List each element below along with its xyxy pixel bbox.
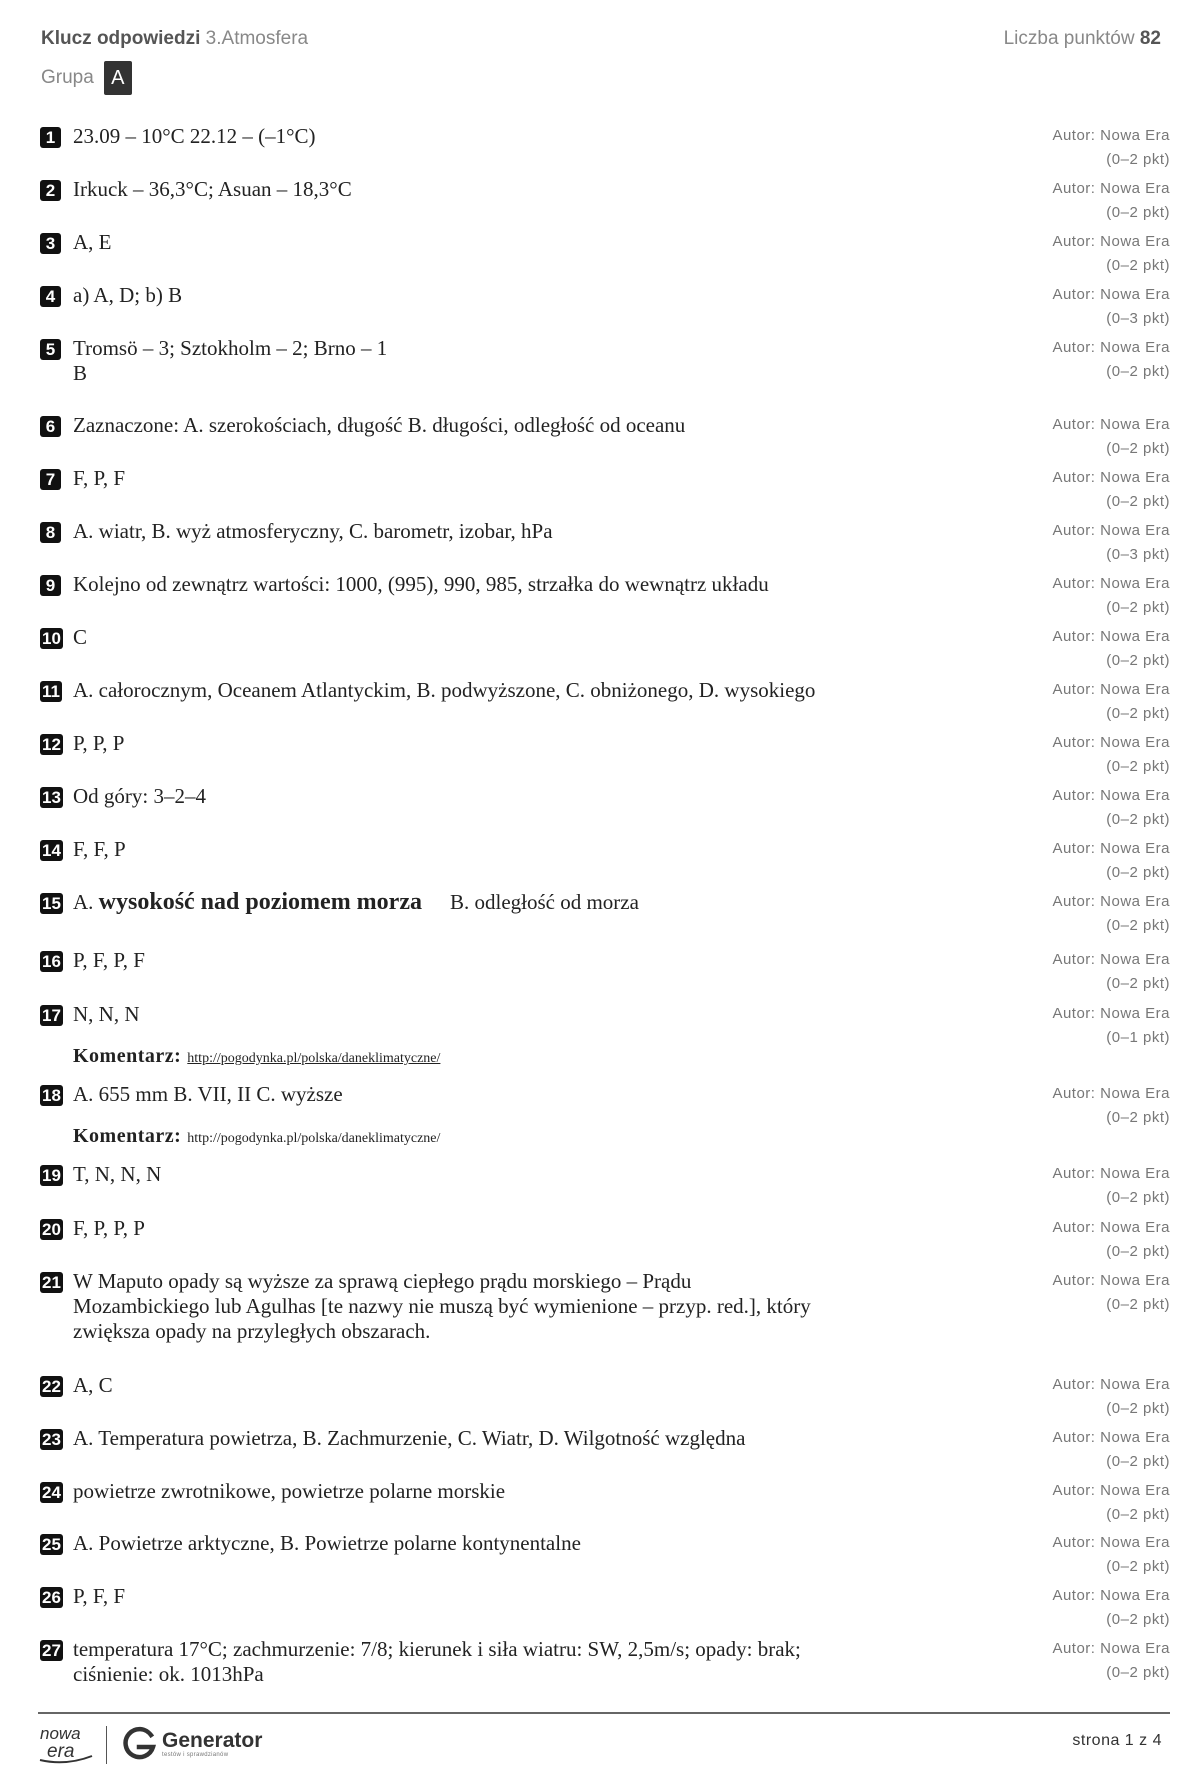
author: Autor: Nowa Era [1052,628,1170,645]
question-meta [1052,1216,1170,1264]
points: (0–2 pkt) [1106,493,1170,510]
question-number: 1 [40,127,61,148]
author: Autor: Nowa Era [1052,840,1170,857]
answer-text: C [73,625,88,649]
points: (0–1 pkt) [1106,1029,1170,1046]
comment [73,1045,440,1068]
generator-subtitle: testów i sprawdzianów [162,1752,229,1758]
question-meta [1052,124,1170,172]
points: (0–2 pkt) [1106,758,1170,775]
answer-text: N, N, N [73,1002,140,1026]
points: (0–2 pkt) [1106,917,1170,934]
question-meta [1052,230,1170,278]
points: (0–2 pkt) [1106,440,1170,457]
question-number: 26 [42,1588,61,1607]
answer-text: Zaznaczone: A. szerokościach, długość B. długości, odległość od oceanu [73,413,686,437]
answer-text: temperatura 17°C; zachmurzenie: 7/8; kierunek i siła wiatru: SW, 2,5m/s; opady: brak; ciśnienie: ok. 1013hPa [73,1637,801,1686]
question-number: 22 [42,1377,61,1396]
points: (0–2 pkt) [1106,151,1170,168]
answer-text: A. Powietrze arktyczne, B. Powietrze polarne kontynentalne [73,1531,581,1555]
answer-text: A, C [73,1373,113,1397]
generator-text [162,1730,262,1758]
question-number: 23 [42,1430,61,1449]
question-number: 11 [42,682,60,701]
question-meta [1052,283,1170,331]
question-meta [1052,890,1170,938]
question-meta [1052,678,1170,726]
answer-part-b: B. odległość od morza [449,890,639,914]
author: Autor: Nowa Era [1052,681,1170,698]
group-label: Grupa [41,67,94,88]
answer-text: F, P, F [73,466,126,490]
answer-text: P, P, P [73,731,125,755]
question-meta [1052,625,1170,673]
question-meta [1052,1584,1170,1632]
answer-text: F, P, P, P [73,1216,145,1240]
question-meta [1052,1479,1170,1527]
question-number: 25 [42,1535,61,1554]
author: Autor: Nowa Era [1052,1219,1170,1236]
author: Autor: Nowa Era [1052,893,1170,910]
question-number: 3 [40,233,61,254]
author: Autor: Nowa Era [1052,1534,1170,1551]
question-meta [1052,1373,1170,1421]
author: Autor: Nowa Era [1052,1429,1170,1446]
answer-bold: wysokość nad poziomem morza [98,889,422,915]
logo-era-text: era [47,1741,75,1762]
logo-separator [106,1726,107,1764]
question-meta [1052,336,1170,384]
question-meta [1052,1082,1170,1130]
comment-label: Komentarz: [73,1125,182,1147]
answer-text: A, E [73,230,112,254]
author: Autor: Nowa Era [1052,1165,1170,1182]
question-number: 21 [42,1273,61,1292]
answer-text [73,890,923,915]
question-meta [1052,1426,1170,1474]
page-number: strona 1 z 4 [1072,1732,1162,1749]
points-value: 82 [1139,28,1161,49]
points: (0–2 pkt) [1106,1189,1170,1206]
author: Autor: Nowa Era [1052,951,1170,968]
question-number: 20 [42,1220,61,1239]
points: (0–2 pkt) [1106,1558,1170,1575]
points: (0–2 pkt) [1106,1400,1170,1417]
author: Autor: Nowa Era [1052,233,1170,250]
author: Autor: Nowa Era [1052,127,1170,144]
answer-text: A. wiatr, B. wyż atmosferyczny, C. barometr, izobar, hPa [73,519,553,543]
points: (0–2 pkt) [1106,652,1170,669]
points: (0–2 pkt) [1106,1109,1170,1126]
points: (0–2 pkt) [1106,257,1170,274]
answer-text: P, F, F [73,1584,126,1608]
points: (0–2 pkt) [1106,864,1170,881]
question-meta [1052,177,1170,225]
points: (0–2 pkt) [1106,363,1170,380]
question-number: 4 [40,286,61,307]
question-number: 13 [42,788,61,807]
points: (0–3 pkt) [1106,546,1170,563]
question-number: 6 [40,416,61,437]
footer-divider [38,1712,1170,1714]
points: (0–3 pkt) [1106,310,1170,327]
answer-text: A. 655 mm B. VII, II C. wyższe [73,1082,343,1106]
author: Autor: Nowa Era [1052,1085,1170,1102]
answer-text: A. Temperatura powietrza, B. Zachmurzenie, C. Wiatr, D. Wilgotność względna [73,1426,746,1450]
author: Autor: Nowa Era [1052,416,1170,433]
answer-text: A. całorocznym, Oceanem Atlantyckim, B. podwyższone, C. obniżonego, D. wysokiego [73,678,816,702]
answer-text: Irkuck – 36,3°C; Asuan – 18,3°C [73,177,352,201]
answer-text: T, N, N, N [73,1162,162,1186]
author: Autor: Nowa Era [1052,180,1170,197]
question-number: 24 [42,1483,61,1502]
answer-text: Tromsö – 3; Sztokholm – 2; Brno – 1 B [73,336,388,385]
answer-text: Od góry: 3–2–4 [73,784,206,808]
question-number: 27 [42,1641,61,1660]
author: Autor: Nowa Era [1052,1587,1170,1604]
group-indicator [41,61,132,95]
question-meta [1052,948,1170,996]
author: Autor: Nowa Era [1052,339,1170,356]
question-number: 15 [42,894,61,913]
question-number: 17 [42,1006,61,1025]
generator-g-icon [120,1725,158,1763]
question-meta [1052,572,1170,620]
author: Autor: Nowa Era [1052,286,1170,303]
question-number: 7 [40,469,61,490]
author: Autor: Nowa Era [1052,1482,1170,1499]
author: Autor: Nowa Era [1052,575,1170,592]
points: (0–2 pkt) [1106,1243,1170,1260]
generator-word: Generator [162,1729,263,1752]
author: Autor: Nowa Era [1052,1005,1170,1022]
logo-nowa-text: nowa [40,1724,81,1743]
author: Autor: Nowa Era [1052,1376,1170,1393]
points: (0–2 pkt) [1106,811,1170,828]
answer-text: P, F, P, F [73,948,145,972]
question-meta [1052,519,1170,567]
question-meta [1052,731,1170,779]
points-label: Liczba punktów [1003,28,1135,49]
author: Autor: Nowa Era [1052,787,1170,804]
question-number: 2 [40,180,61,201]
answer-part-a: A. [73,890,94,914]
author: Autor: Nowa Era [1052,1272,1170,1289]
generator-logo [120,1722,262,1766]
comment-label: Komentarz: [73,1045,182,1067]
question-number: 12 [42,735,61,754]
group-badge: A [104,61,132,95]
points-total [1004,28,1161,50]
question-meta [1052,1002,1170,1050]
question-meta [1052,466,1170,514]
question-meta [1052,1637,1170,1685]
answer-text: W Maputo opady są wyższe za sprawą ciepłego prądu morskiego – Prądu Mozambickiego lub Agulhas [te nazwy nie muszą być wymienione – przyp. red.], który zwiększa opady na przyległych obszarach. [73,1269,811,1343]
points: (0–2 pkt) [1106,1506,1170,1523]
question-number: 10 [42,629,61,648]
question-meta [1052,413,1170,461]
points: (0–2 pkt) [1106,975,1170,992]
question-number: 9 [40,575,61,596]
comment-link[interactable]: http://pogodynka.pl/polska/daneklimatyczne/ [187,1131,441,1146]
question-number: 14 [42,841,61,860]
question-meta [1052,1162,1170,1210]
points: (0–2 pkt) [1106,1611,1170,1628]
author: Autor: Nowa Era [1052,734,1170,751]
author: Autor: Nowa Era [1052,1640,1170,1657]
question-meta [1052,784,1170,832]
comment [73,1125,440,1148]
answer-text: Kolejno od zewnątrz wartości: 1000, (995), 990, 985, strzałka do wewnątrz układu [73,572,769,596]
question-number: 8 [40,522,61,543]
document-subtitle: 3.Atmosfera [205,28,309,49]
nowa-era-logo [38,1722,96,1764]
question-number: 16 [42,952,61,971]
document-title: Klucz odpowiedzi 3.Atmosfera [41,28,309,49]
question-number: 18 [42,1086,61,1105]
points: (0–2 pkt) [1106,599,1170,616]
points: (0–2 pkt) [1106,1664,1170,1681]
points: (0–2 pkt) [1106,705,1170,722]
question-number: 5 [40,339,61,360]
points: (0–2 pkt) [1106,1296,1170,1313]
points: (0–2 pkt) [1106,1453,1170,1470]
question-meta [1052,837,1170,885]
points: (0–2 pkt) [1106,204,1170,221]
answer-text: F, F, P [73,837,126,861]
comment-link[interactable]: http://pogodynka.pl/polska/daneklimatyczne/ [187,1051,441,1066]
answer-text: a) A, D; b) B [73,283,183,307]
answer-text: powietrze zwrotnikowe, powietrze polarne morskie [73,1479,506,1503]
author: Autor: Nowa Era [1052,522,1170,539]
author: Autor: Nowa Era [1052,469,1170,486]
question-number: 19 [42,1166,61,1185]
question-meta [1052,1269,1170,1317]
answer-text: 23.09 – 10°C 22.12 – (–1°C) [73,124,316,148]
question-meta [1052,1531,1170,1579]
